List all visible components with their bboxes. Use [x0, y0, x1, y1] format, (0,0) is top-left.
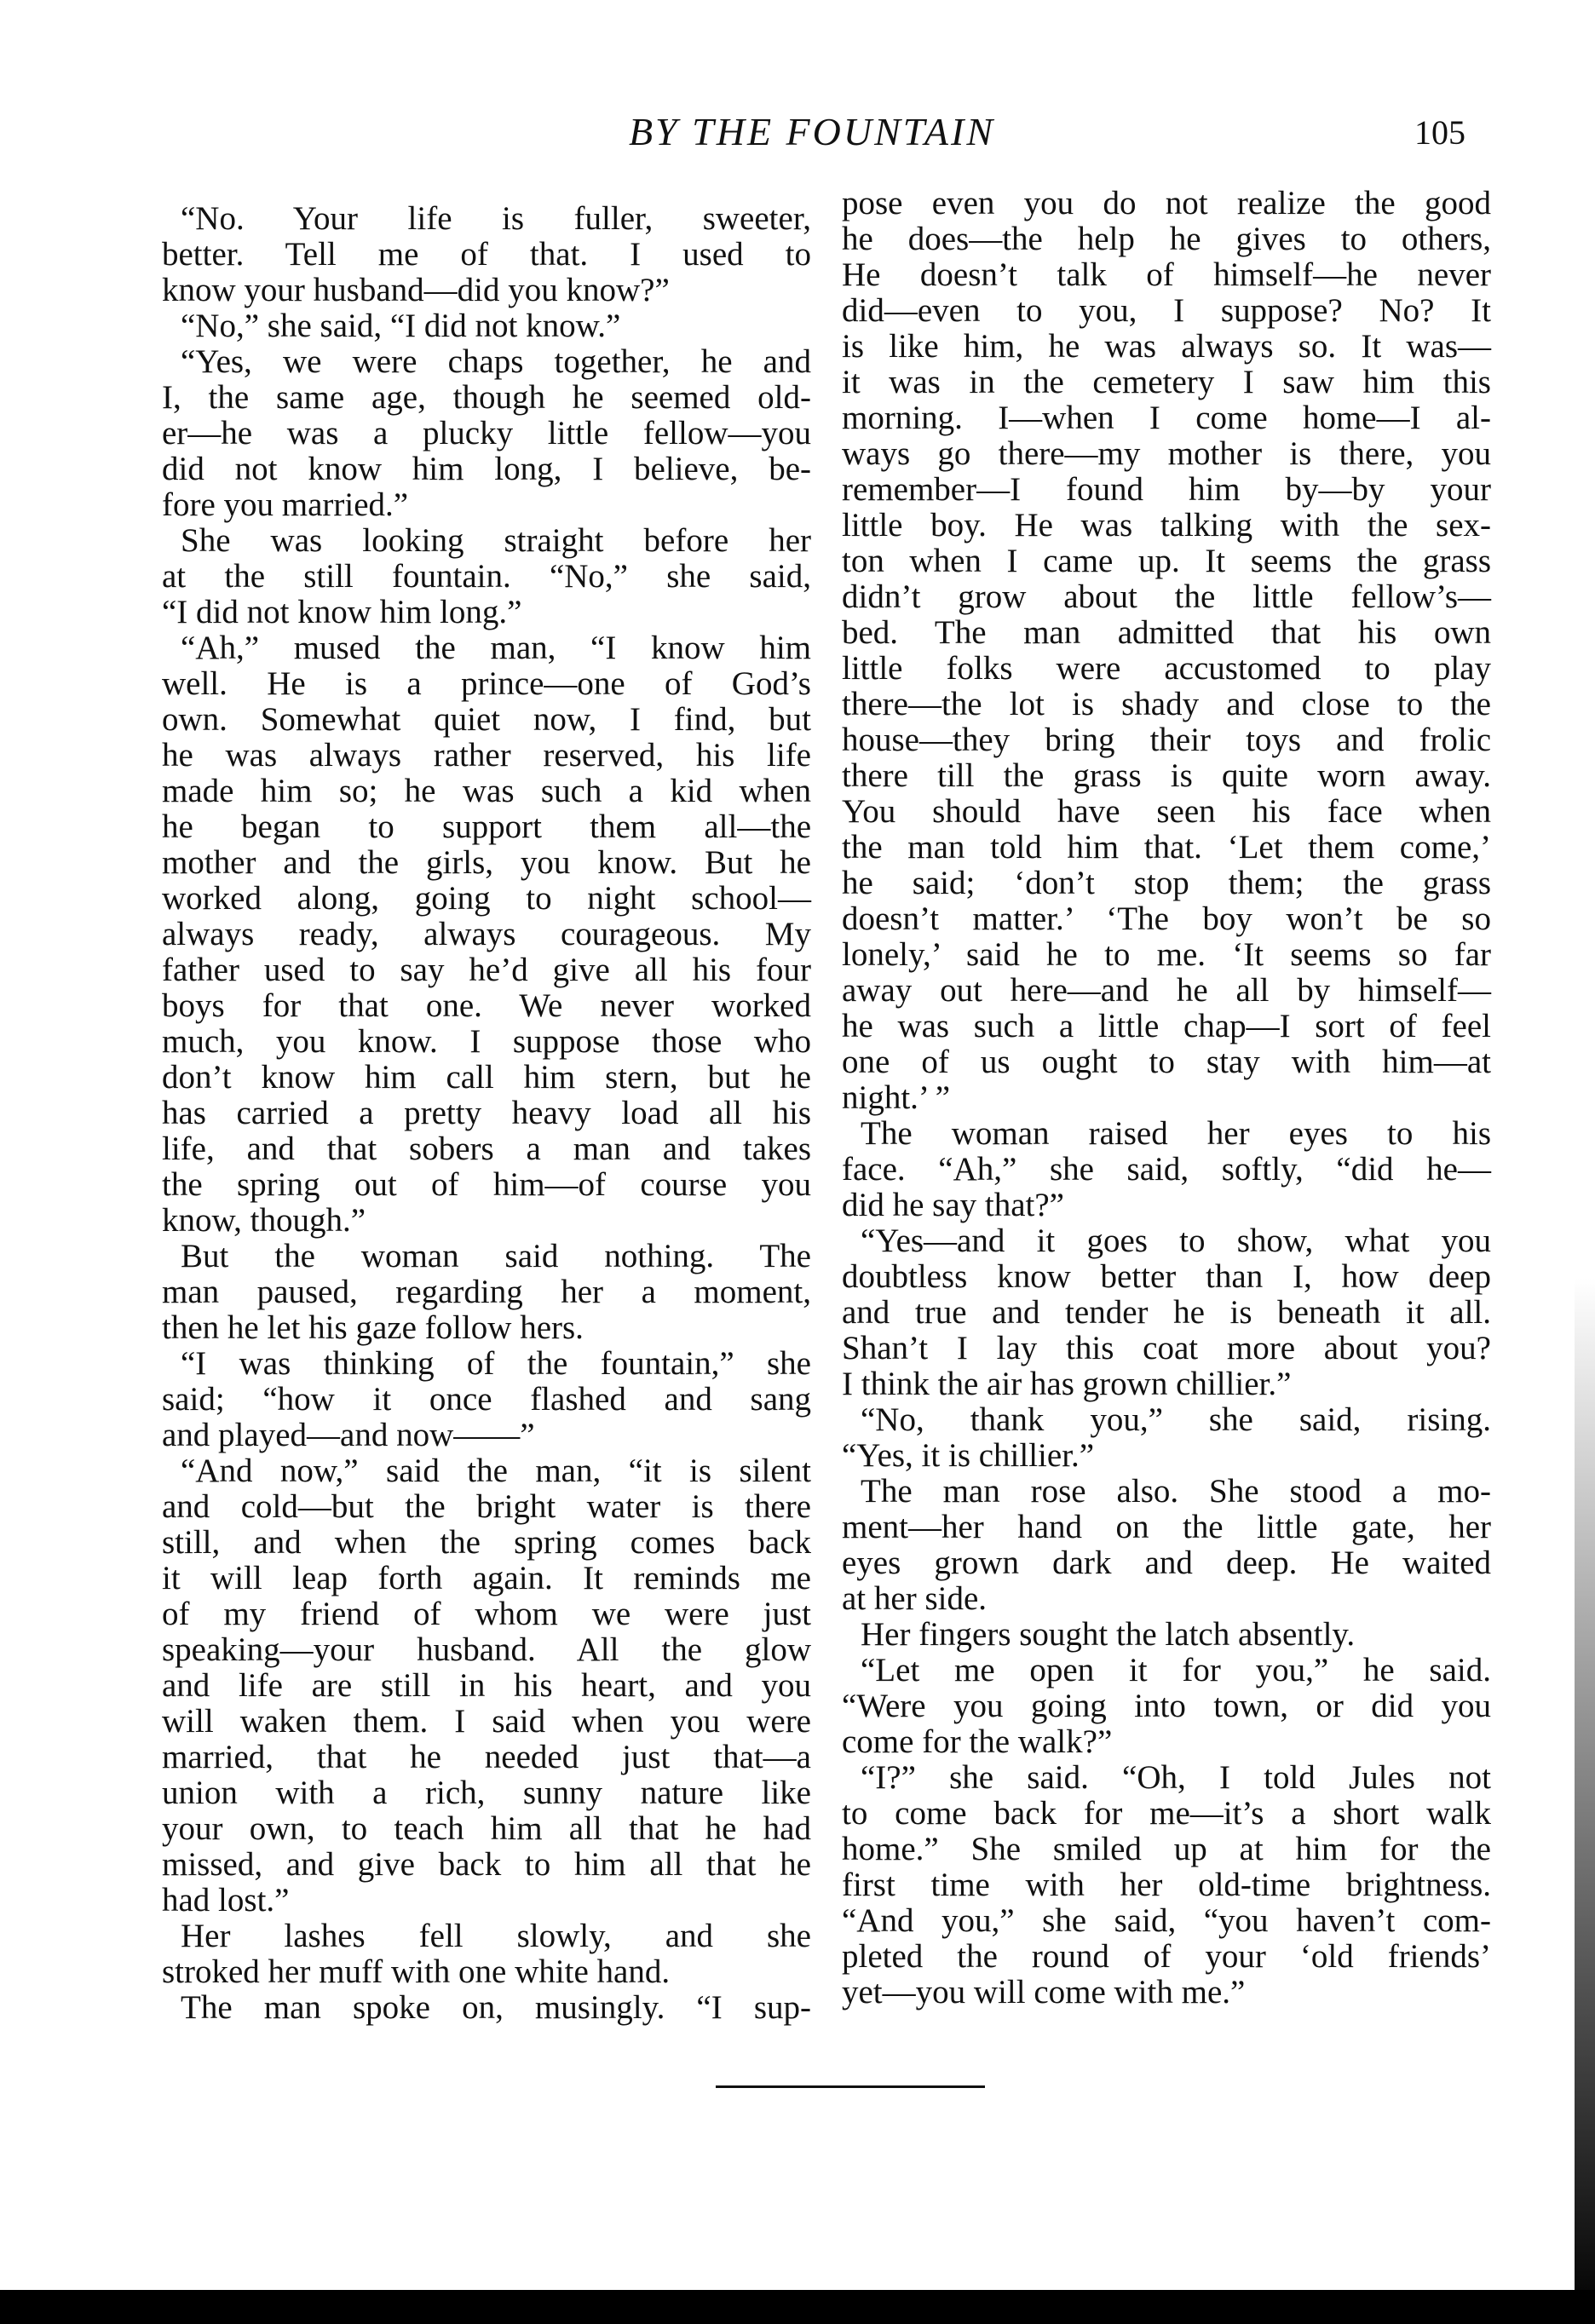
- text-line: better. Tell me of that. I used to: [162, 236, 811, 273]
- text-line: and life are still in his heart, and you: [162, 1667, 811, 1704]
- text-line: did he say that?”: [842, 1187, 1064, 1223]
- text-line: doubtless know better than I, how deep: [842, 1258, 1491, 1295]
- text-line: “Yes, it is chillier.”: [842, 1437, 1095, 1474]
- scan-edge-bottom: [0, 2290, 1595, 2324]
- text-line: said; “how it once flashed and sang: [162, 1381, 811, 1418]
- text-line: it will leap forth again. It reminds me: [162, 1560, 811, 1596]
- text-line: still, and when the spring comes back: [162, 1524, 811, 1561]
- text-line: He doesn’t talk of himself—he never: [842, 256, 1491, 293]
- text-line: The man spoke on, musingly. “I sup-: [181, 1989, 811, 2026]
- running-title: BY THE FOUNTAIN: [628, 110, 996, 153]
- text-line: married, that he needed just that—a: [162, 1739, 811, 1775]
- text-line: “Yes, we were chaps together, he and: [181, 343, 811, 380]
- text-line: But the woman said nothing. The: [181, 1238, 811, 1274]
- text-line: he was such a little chap—I sort of feel: [842, 1008, 1491, 1044]
- text-line: “Let me open it for you,” he said.: [861, 1652, 1491, 1688]
- text-line: of my friend of whom we were just: [162, 1596, 811, 1632]
- text-line: didn’t grow about the little fellow’s—: [842, 578, 1491, 615]
- text-line: “Ah,” mused the man, “I know him: [181, 630, 811, 666]
- text-line: pleted the round of your ‘old friends’: [842, 1938, 1491, 1975]
- text-line: union with a rich, sunny nature like: [162, 1775, 811, 1811]
- text-line: one of us ought to stay with him—at: [842, 1044, 1491, 1080]
- text-line: life, and that sobers a man and takes: [162, 1130, 811, 1167]
- text-line: The woman raised her eyes to his: [861, 1115, 1491, 1152]
- text-line: pose even you do not realize the good: [842, 185, 1491, 221]
- text-line: home.” She smiled up at him for the: [842, 1831, 1491, 1867]
- text-line: and cold—but the bright water is there: [162, 1488, 811, 1525]
- text-line: “I did not know him long.”: [162, 594, 522, 630]
- text-line: “No. Your life is fuller, sweeter,: [181, 200, 811, 237]
- text-line: You should have seen his face when: [842, 793, 1491, 830]
- text-line: will waken them. I said when you were: [162, 1703, 811, 1740]
- text-line: the man told him that. ‘Let them come,’: [842, 829, 1491, 866]
- text-line: house—they bring their toys and frolic: [842, 722, 1491, 758]
- text-line: always ready, always courageous. My: [162, 916, 811, 952]
- text-line: did not know him long, I believe, be-: [162, 451, 811, 487]
- text-line: mother and the girls, you know. But he: [162, 844, 811, 881]
- text-line: ton when I came up. It seems the grass: [842, 543, 1491, 579]
- text-line: there—the lot is shady and close to the: [842, 686, 1491, 722]
- text-line: missed, and give back to him all that he: [162, 1846, 811, 1883]
- text-line: he does—the help he gives to others,: [842, 221, 1491, 257]
- text-line: yet—you will come with me.”: [842, 1974, 1246, 2010]
- text-line: come for the walk?”: [842, 1723, 1113, 1760]
- text-line: ways go there—my mother is there, you: [842, 435, 1491, 472]
- text-line: well. He is a prince—one of God’s: [162, 665, 811, 702]
- text-line: own. Somewhat quiet now, I find, but: [162, 701, 811, 738]
- text-line: there till the grass is quite worn away.: [842, 757, 1491, 794]
- text-line: I, the same age, though he seemed old-: [162, 379, 811, 416]
- text-line: “I?” she said. “Oh, I told Jules not: [861, 1759, 1491, 1796]
- scan-edge-right: [1575, 0, 1595, 2323]
- text-line: he said; ‘don’t stop them; the grass: [842, 865, 1491, 901]
- text-line: night.’ ”: [842, 1079, 951, 1116]
- text-line: man paused, regarding her a moment,: [162, 1274, 811, 1310]
- text-line: eyes grown dark and deep. He waited: [842, 1545, 1491, 1581]
- text-line: doesn’t matter.’ ‘The boy won’t be so: [842, 900, 1491, 937]
- text-line: Shan’t I lay this coat more about you?: [842, 1330, 1491, 1366]
- text-line: “No,” she said, “I did not know.”: [181, 308, 621, 344]
- text-line: had lost.”: [162, 1882, 290, 1918]
- text-line: he was always rather reserved, his life: [162, 737, 811, 774]
- text-line: it was in the cemetery I saw him this: [842, 364, 1491, 400]
- left-text-column: [162, 201, 811, 2026]
- text-line: and played—and now——”: [162, 1417, 535, 1453]
- text-line: “And you,” she said, “you haven’t com-: [842, 1902, 1491, 1939]
- text-line: and true and tender he is beneath it all.: [842, 1294, 1491, 1331]
- text-line: has carried a pretty heavy load all his: [162, 1095, 811, 1131]
- text-line: at the still fountain. “No,” she said,: [162, 558, 811, 595]
- page-number: 105: [1414, 113, 1465, 152]
- text-line: “Yes—and it goes to show, what you: [861, 1222, 1491, 1259]
- text-line: your own, to teach him all that he had: [162, 1810, 811, 1847]
- text-line: morning. I—when I come home—I al-: [842, 400, 1491, 436]
- text-line: little folks were accustomed to play: [842, 650, 1491, 687]
- text-line: bed. The man admitted that his own: [842, 614, 1491, 651]
- text-line: “I was thinking of the fountain,” she: [181, 1345, 811, 1382]
- text-line: “And now,” said the man, “it is silent: [181, 1452, 811, 1489]
- section-end-rule: [716, 2085, 985, 2088]
- text-line: at her side.: [842, 1580, 988, 1617]
- text-line: away out here—and he all by himself—: [842, 972, 1491, 1009]
- text-line: face. “Ah,” she said, softly, “did he—: [842, 1151, 1491, 1188]
- text-line: to come back for me—it’s a short walk: [842, 1795, 1491, 1832]
- text-line: stroked her muff with one white hand.: [162, 1953, 671, 1990]
- text-line: I think the air has grown chillier.”: [842, 1366, 1292, 1402]
- text-line: “Were you going into town, or did you: [842, 1688, 1491, 1724]
- text-line: er—he was a plucky little fellow—you: [162, 415, 811, 452]
- text-line: ment—her hand on the little gate, her: [842, 1509, 1491, 1545]
- text-line: don’t know him call him stern, but he: [162, 1059, 811, 1096]
- text-line: much, you know. I suppose those who: [162, 1023, 811, 1060]
- text-line: he began to support them all—the: [162, 808, 811, 845]
- text-line: is like him, he was always so. It was—: [842, 328, 1491, 365]
- text-line: lonely,’ said he to me. ‘It seems so far: [842, 936, 1491, 973]
- text-line: speaking—your husband. All the glow: [162, 1631, 811, 1668]
- text-line: Her lashes fell slowly, and she: [181, 1918, 811, 1954]
- text-line: know, though.”: [162, 1202, 366, 1239]
- text-line: remember—I found him by—by your: [842, 471, 1491, 508]
- text-line: worked along, going to night school—: [162, 880, 811, 917]
- text-line: Her fingers sought the latch absently.: [861, 1616, 1356, 1653]
- text-line: “No, thank you,” she said, rising.: [861, 1401, 1491, 1438]
- text-line: boys for that one. We never worked: [162, 987, 811, 1024]
- text-line: made him so; he was such a kid when: [162, 773, 811, 809]
- text-line: know your husband—did you know?”: [162, 272, 670, 308]
- text-line: then he let his gaze follow hers.: [162, 1309, 584, 1346]
- text-line: She was looking straight before her: [181, 522, 811, 559]
- text-line: did—even to you, I suppose? No? It: [842, 292, 1491, 329]
- right-text-column: [842, 186, 1491, 2010]
- text-line: father used to say he’d give all his four: [162, 952, 811, 988]
- text-line: little boy. He was talking with the sex-: [842, 507, 1491, 544]
- text-line: the spring out of him—of course you: [162, 1166, 811, 1203]
- text-line: The man rose also. She stood a mo-: [861, 1473, 1491, 1510]
- text-line: first time with her old-time brightness.: [842, 1867, 1491, 1903]
- text-line: fore you married.”: [162, 486, 409, 523]
